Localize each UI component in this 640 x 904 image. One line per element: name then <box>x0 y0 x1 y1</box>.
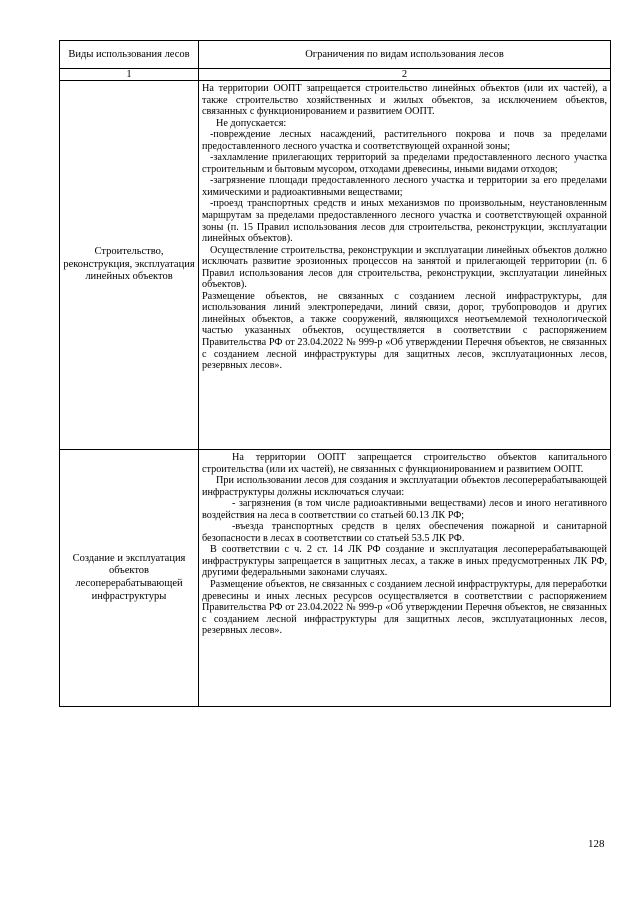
paragraph: -загрязнение площади предоставленного лесного участка и территории за его пределами химическими и радиоактивными веществами; <box>202 175 607 198</box>
header-label-usage-types: Виды использования лесов <box>68 48 190 60</box>
restrictions-cell <box>199 81 611 450</box>
paragraph: Не допускается: <box>216 117 287 129</box>
paragraph: Размещение объектов, не связанных с созданием лесной инфраструктуры, для использования линий электропередачи, линий связи, дорог, трубопроводов и других линейных объектов, а также сооружений, являющихся неотъемлемой технологической частью указанных объектов, осуществляется в соответствии с распоряжением Правительства РФ от 23.04.2022 № 999-р «Об утверждении Перечня объектов, не связанных с созданием лесной инфраструктуры для защитных лесов, эксплуатационных лесов, резервных лесов». <box>202 290 607 372</box>
paragraph: - загрязнения (в том числе радиоактивными веществами) лесов и иного негативного воздействия на леса в соответствии со статьей 60.13 ЛК РФ; <box>202 498 607 521</box>
table-row <box>60 450 611 707</box>
table-number-row <box>60 69 611 81</box>
table-header-row <box>60 41 611 69</box>
header-cell-usage-types <box>60 41 199 69</box>
table-row <box>60 81 611 450</box>
restrictions-cell <box>199 450 611 707</box>
column-number-2: 2 <box>199 69 611 81</box>
paragraph: -захламление прилегающих территорий за пределами предоставленного лесного участка строительным и бытовым мусором, отходами древесины, иными видами отходов; <box>202 152 607 175</box>
paragraph: В соответствии с ч. 2 ст. 14 ЛК РФ создание и эксплуатация лесоперерабатывающей инфраструктуры запрещается в защитных лесах, а также в иных предусмотренных ЛК РФ, другими федеральными законами случаях. <box>202 544 607 579</box>
header-cell-restrictions <box>199 41 611 69</box>
paragraph: -повреждение лесных насаждений, растительного покрова и почв за пределами предоставленного лесного участка и соответствующей охранной зоны; <box>202 129 607 152</box>
page-number: 128 <box>588 838 605 850</box>
paragraph: Осуществление строительства, реконструкции и эксплуатации линейных объектов должно исключать развитие эрозионных процессов на занятой и прилегающей территории (п. 6 Правил использования лесов для строительства, реконструкции, эксплуатации линейных объектов). <box>202 244 607 291</box>
usage-type-cell: Создание и эксплуатация объектов лесоперерабатывающей инфраструктуры <box>60 450 199 707</box>
paragraph: -въезда транспортных средств в целях обеспечения пожарной и санитарной безопасности в лесах в соответствии со статьей 53.5 ЛК РФ. <box>202 521 607 544</box>
paragraph: На территории ООПТ запрещается строительство линейных объектов (или их частей), а также строительство хозяйственных и жилых объектов, за исключением объектов, связанных с функционированием и развитием ООПТ. <box>202 83 607 118</box>
header-label-restrictions: Ограничения по видам использования лесов <box>305 48 504 60</box>
paragraph: Размещение объектов, не связанных с созданием лесной инфраструктуры, для переработки древесины и иных лесных ресурсов осуществляется в соответствии с распоряжением Правительства РФ от 23.04.2022 № 999-р «Об утверждении Перечня объектов, не связанных с созданием лесной инфраструктуры для защитных лесов, эксплуатационных лесов, резервных лесов». <box>202 579 607 637</box>
paragraph: -проезд транспортных средств и иных механизмов по произвольным, неустановленным маршрутам за пределами предоставленного лесного участка и соответствующей охранной зоны (п. 15 Правил использования лесов для строительства, реконструкции, эксплуатации линейных объектов). <box>202 198 607 245</box>
paragraph: На территории ООПТ запрещается строительство объектов капитального строительства (или их частей), не связанных с функционированием и развитием ООПТ. <box>202 452 607 475</box>
column-number-1: 1 <box>60 69 199 81</box>
restrictions-table <box>59 40 611 707</box>
usage-type-cell: Строительство, реконструкция, эксплуатация линейных объектов <box>60 81 199 450</box>
paragraph: При использовании лесов для создания и эксплуатации объектов лесоперерабатывающей инфраструктуры должны исключаться случаи: <box>202 475 607 498</box>
